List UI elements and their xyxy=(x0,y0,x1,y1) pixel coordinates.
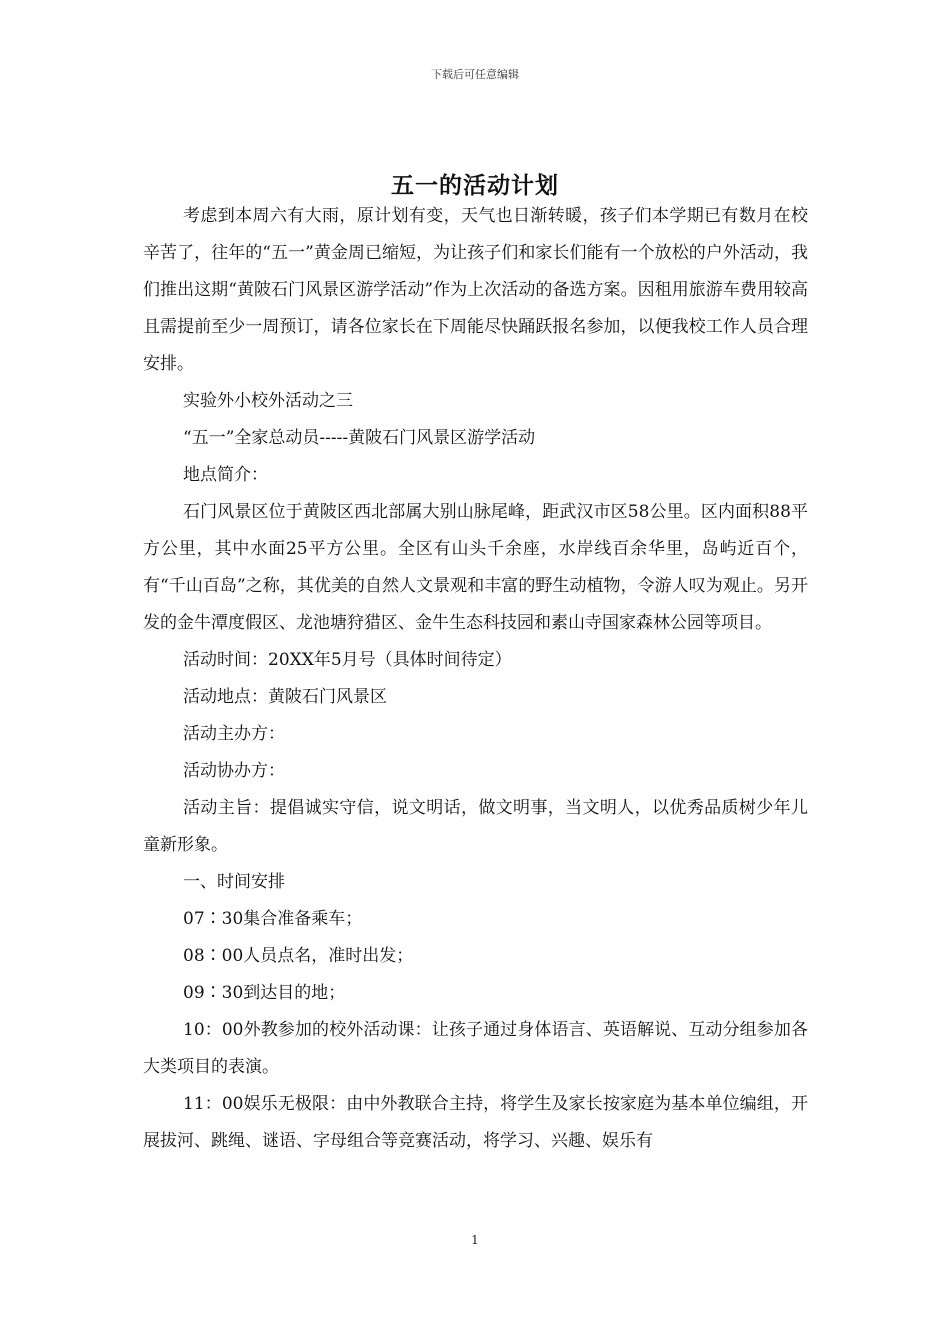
activity-time-line: 活动时间：20XX年5月号（具体时间待定） xyxy=(183,650,512,670)
schedule-heading: 一、时间安排 xyxy=(183,872,285,892)
activity-co-organizer-line: 活动协办方： xyxy=(183,761,285,781)
document-title: 五一的活动计划 xyxy=(391,173,559,200)
location-intro-heading: 地点简介： xyxy=(183,465,268,485)
intro-paragraph: 考虑到本周六有大雨，原计划有变，天气也日渐转暖，孩子们本学期已有数月在校辛苦了，往年的“五一”黄金周已缩短，为让孩子们和家长们能有一个放松的户外活动，我们推出这期“黄陂石门风景区游学活动”作为上次活动的备选方案。因租用旅游车费用较高且需提前至少一周预订，请各位家长在下周能尽快踊跃报名参加，以便我校工作人员合理安排。 xyxy=(143,206,808,374)
activity-series-line: 实验外小校外活动之三 xyxy=(183,391,353,411)
activity-location-line: 活动地点：黄陂石门风景区 xyxy=(183,687,387,707)
schedule-item: 08∶00人员点名，准时出发； xyxy=(183,946,414,966)
activity-name-line: “五一”全家总动员-----黄陂石门风景区游学活动 xyxy=(183,428,536,448)
schedule-item: 09∶30到达目的地； xyxy=(183,983,346,1003)
schedule-item: 11：00娱乐无极限：由中外教联合主持，将学生及家长按家庭为基本单位编组，开展拔河、跳绳、谜语、字母组合等竞赛活动，将学习、兴趣、娱乐有 xyxy=(143,1094,808,1151)
page-number: 1 xyxy=(471,1233,479,1247)
schedule-item: 07∶30集合准备乘车； xyxy=(183,909,363,929)
page-header: 下载后可任意编辑 xyxy=(431,68,519,81)
location-intro-paragraph: 石门风景区位于黄陂区西北部属大别山脉尾峰，距武汉市区58公里。区内面积88平方公里，其中水面25平方公里。全区有山头千余座，水岸线百余华里，岛屿近百个，有“千山百岛”之称，其优美的自然人文景观和丰富的野生动植物，令游人叹为观止。另开发的金牛潭度假区、龙池塘狩猎区、金牛生态科技园和素山寺国家森林公园等项目。 xyxy=(143,502,808,633)
activity-purpose-paragraph: 活动主旨：提倡诚实守信，说文明话，做文明事，当文明人，以优秀品质树少年儿童新形象。 xyxy=(143,798,808,855)
document-body xyxy=(143,198,808,1160)
schedule-item: 10：00外教参加的校外活动课：让孩子通过身体语言、英语解说、互动分组参加各大类项目的表演。 xyxy=(143,1020,808,1077)
activity-organizer-line: 活动主办方： xyxy=(183,724,285,744)
